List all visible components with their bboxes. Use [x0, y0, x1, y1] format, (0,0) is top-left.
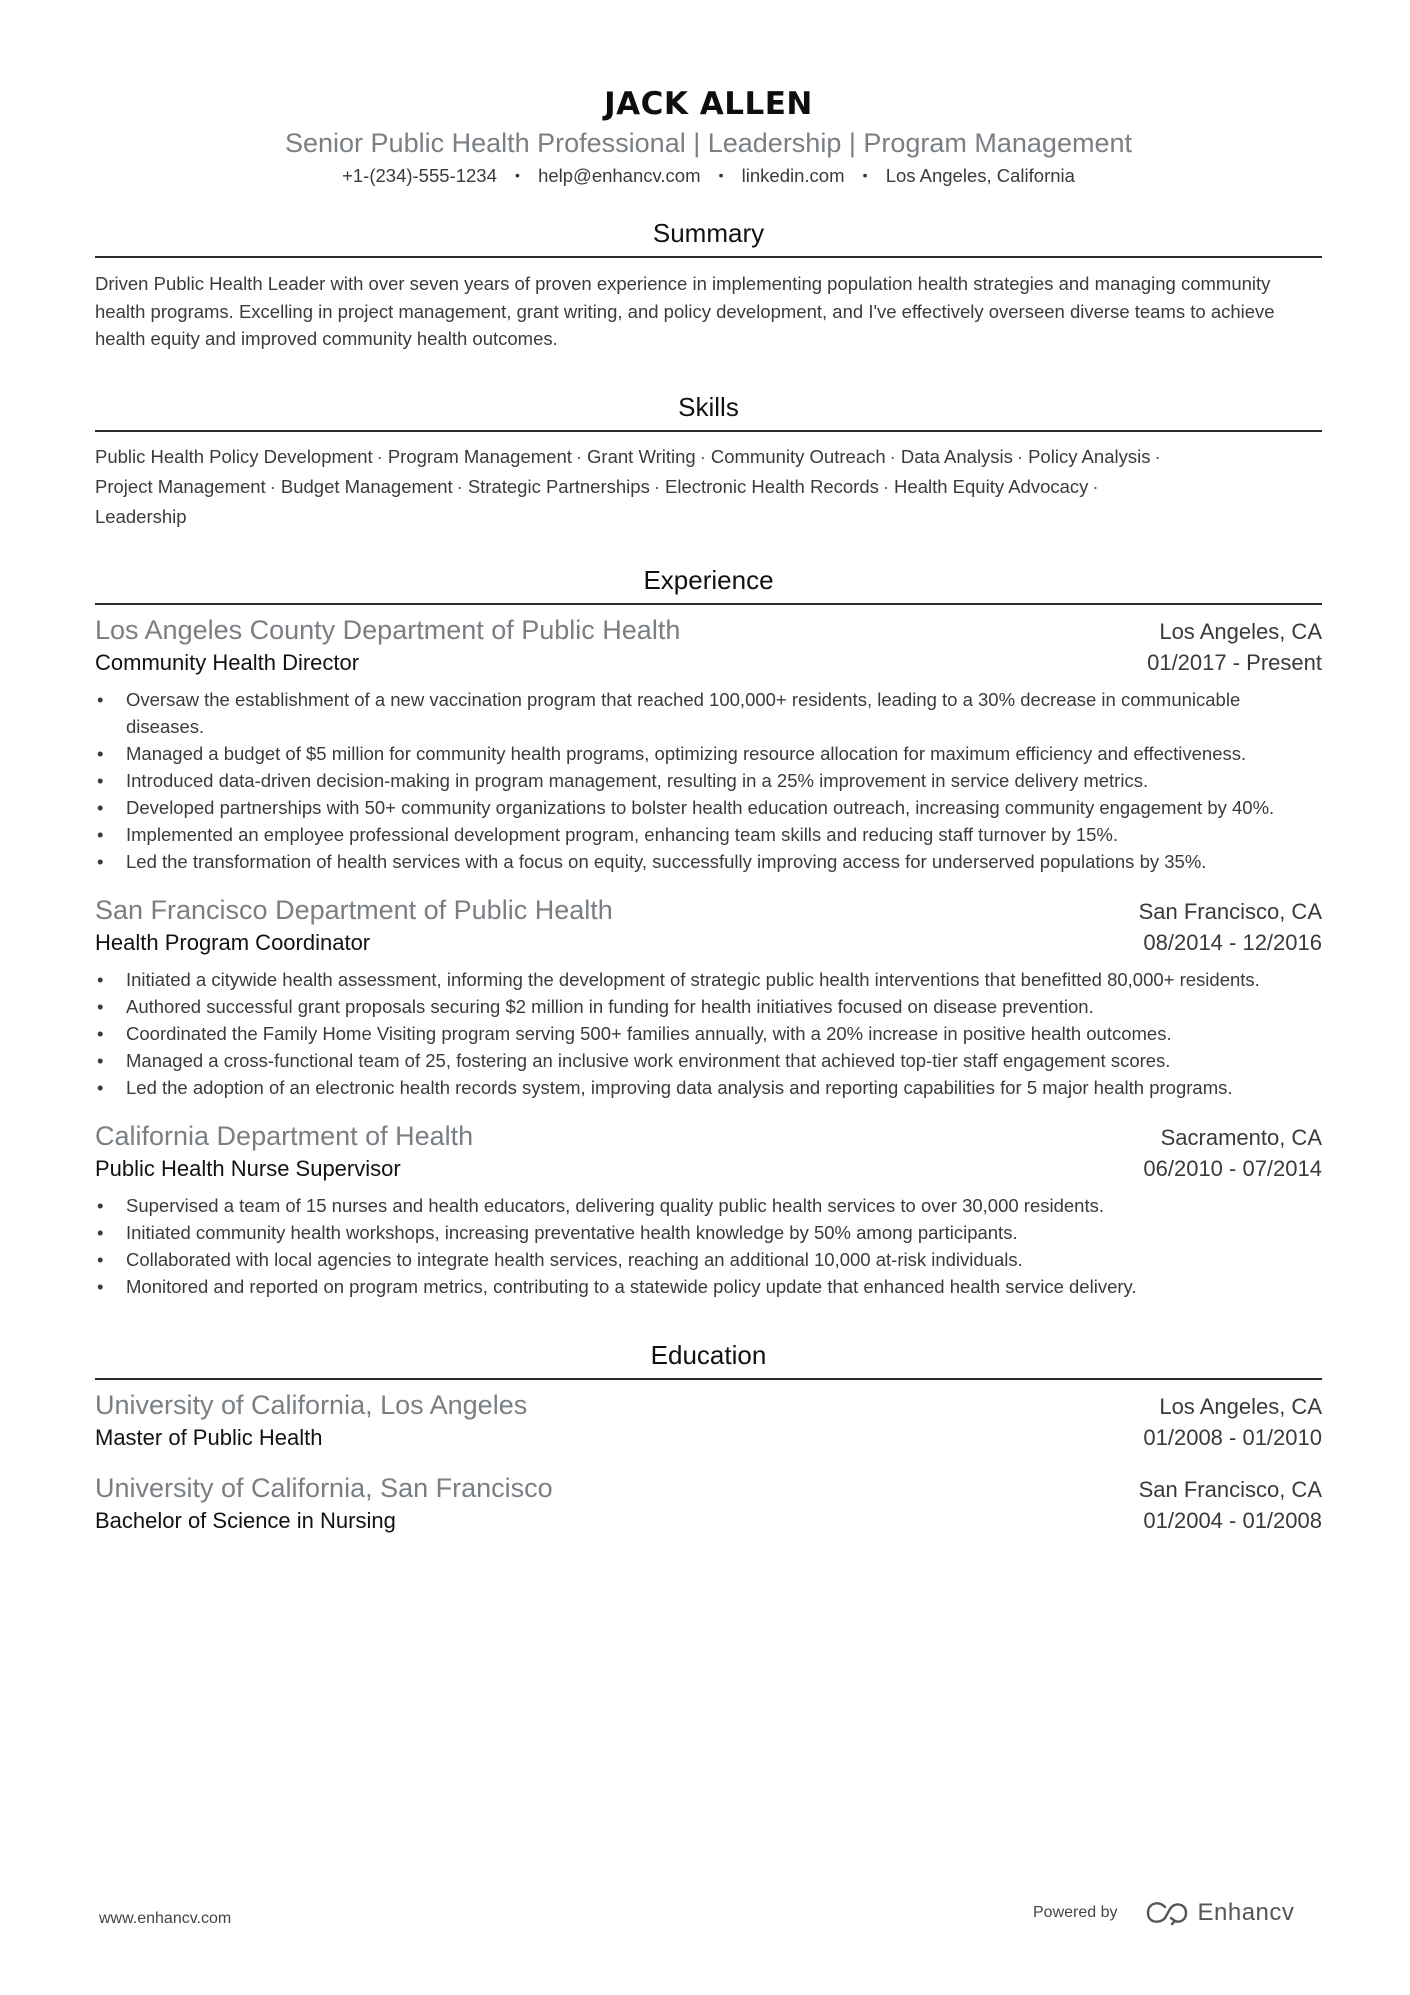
skills-list: Public Health Policy Development · Program Management · Grant Writing · Community Outreach · Data Analysis · Policy Analysis · Project Management · Budget Management · Strategic Partnerships · Electronic Health Records · Health Equity Advocacy · Leadership [95, 445, 1161, 527]
achievement-item: • Initiated community health workshops, increasing preventative health knowledge by 50% among participants. [95, 1219, 1322, 1246]
achievement-item: • Monitored and reported on program metrics, contributing to a statewide policy update that enhanced health service delivery. [95, 1273, 1322, 1300]
job-title: Health Program Coordinator [95, 929, 371, 955]
achievement-item: • Authored successful grant proposals securing $2 million in funding for health initiatives focused on disease prevention. [95, 993, 1322, 1020]
skill-item: Grant Writing [587, 445, 696, 467]
resume-header [95, 0, 1322, 189]
brand-name: Enhancv [1197, 1899, 1295, 1926]
education-dates: 01/2004 - 01/2008 [1143, 1507, 1322, 1533]
school-location: Los Angeles, CA [1159, 1393, 1322, 1419]
achievement-list [95, 966, 1322, 1101]
achievement-list [95, 1192, 1322, 1300]
achievement-item: • Supervised a team of 15 nurses and health educators, delivering quality public health services to over 30,000 residents. [95, 1192, 1322, 1219]
experience-entry [95, 1119, 1322, 1300]
school-location: San Francisco, CA [1138, 1476, 1322, 1502]
school-name: University of California, Los Angeles [95, 1389, 528, 1420]
job-title: Community Health Director [95, 649, 360, 675]
job-dates: 01/2017 - Present [1147, 649, 1322, 675]
job-location: Sacramento, CA [1160, 1124, 1322, 1150]
skills-section [95, 390, 1322, 532]
degree-name: Master of Public Health [95, 1424, 323, 1450]
experience-entry [95, 893, 1322, 1101]
experience-section [95, 563, 1322, 1300]
skill-item: Data Analysis [900, 445, 1013, 467]
contact-phone: +1-(234)-555-1234 [342, 165, 497, 186]
contact-separator: • [862, 167, 868, 183]
achievement-item: • Coordinated the Family Home Visiting program serving 500+ families annually, with a 20% increase in positive health outcomes. [95, 1020, 1322, 1047]
education-entry [95, 1388, 1322, 1453]
achievement-item: • Implemented an employee professional development program, enhancing team skills and reducing staff turnover by 15%. [95, 821, 1322, 848]
summary-text: Driven Public Health Leader with over seven years of proven experience in implementing population health strategies and managing community health programs. Excelling in project management, grant writing, and policy development, and I've effectively overseen diverse teams to achieve health equity and improved community health outcomes. [95, 273, 1275, 349]
experience-entry [95, 613, 1322, 875]
skill-item: Leadership [95, 505, 187, 527]
summary-section [95, 216, 1322, 353]
job-dates: 08/2014 - 12/2016 [1143, 929, 1322, 955]
job-title: Public Health Nurse Supervisor [95, 1155, 401, 1181]
skill-item: Public Health Policy Development [95, 445, 373, 467]
achievement-item: • Oversaw the establishment of a new vaccination program that reached 100,000+ residents, leading to a 30% decrease in communicable diseases. [95, 686, 1322, 740]
job-dates: 06/2010 - 07/2014 [1143, 1155, 1322, 1181]
achievement-item: • Led the transformation of health services with a focus on equity, successfully improving access for underserved populations by 35%. [95, 848, 1322, 875]
candidate-name: JACK ALLEN [604, 86, 813, 122]
achievement-item: • Introduced data-driven decision-making in program management, resulting in a 25% improvement in service delivery metrics. [95, 767, 1322, 794]
contact-separator: • [515, 167, 520, 183]
contact-linkedin[interactable]: linkedin.com [741, 165, 845, 186]
achievement-item: • Managed a budget of $5 million for community health programs, optimizing resource allocation for maximum efficiency and effectiveness. [95, 740, 1322, 767]
skill-item: Strategic Partnerships [467, 475, 650, 497]
achievement-item: • Initiated a citywide health assessment, informing the development of strategic public health interventions that benefitted 80,000+ residents. [95, 966, 1322, 993]
education-entry [95, 1471, 1322, 1536]
achievement-item: • Collaborated with local agencies to integrate health services, reaching an additional 10,000 at-risk individuals. [95, 1246, 1322, 1273]
degree-name: Bachelor of Science in Nursing [95, 1507, 396, 1533]
skill-item: Electronic Health Records [665, 475, 879, 497]
education-dates: 01/2008 - 01/2010 [1143, 1424, 1322, 1450]
achievement-list [95, 686, 1322, 875]
employer-name: San Francisco Department of Public Health [95, 894, 613, 925]
employer-name: Los Angeles County Department of Public Health [95, 614, 681, 645]
skill-item: Policy Analysis [1028, 445, 1151, 467]
achievement-item: • Led the adoption of an electronic health records system, improving data analysis and reporting capabilities for 5 major health programs. [95, 1074, 1322, 1101]
achievement-item: • Developed partnerships with 50+ community organizations to bolster health education outreach, increasing community engagement by 40%. [95, 794, 1322, 821]
candidate-subtitle: Senior Public Health Professional | Leadership | Program Management [285, 128, 1132, 158]
footer-website-link[interactable]: www.enhancv.com [99, 1910, 232, 1927]
education-section [95, 1338, 1322, 1536]
job-location: San Francisco, CA [1138, 898, 1322, 924]
resume-page [95, 0, 1322, 1536]
education-heading: Education [95, 1338, 1322, 1380]
job-location: Los Angeles, CA [1159, 618, 1322, 644]
employer-name: California Department of Health [95, 1120, 474, 1151]
skill-item: Budget Management [280, 475, 453, 497]
contact-line [95, 162, 1322, 189]
experience-heading: Experience [95, 563, 1322, 605]
enhancv-logo-icon[interactable] [1144, 1900, 1190, 1926]
contact-separator: • [718, 167, 724, 183]
powered-by-label: Powered by [1033, 1904, 1118, 1921]
contact-email[interactable]: help@enhancv.com [538, 165, 701, 186]
contact-location: Los Angeles, California [885, 165, 1075, 186]
skill-item: Health Equity Advocacy [894, 475, 1089, 497]
school-name: University of California, San Francisco [95, 1472, 553, 1503]
skills-heading: Skills [95, 390, 1322, 432]
achievement-item: • Managed a cross-functional team of 25, fostering an inclusive work environment that achieved top-tier staff engagement scores. [95, 1047, 1322, 1074]
skill-item: Project Management [95, 475, 266, 497]
footer-branding [1033, 1899, 1294, 1927]
summary-heading: Summary [95, 216, 1322, 258]
skill-item: Program Management [387, 445, 572, 467]
skill-item: Community Outreach [710, 445, 886, 467]
